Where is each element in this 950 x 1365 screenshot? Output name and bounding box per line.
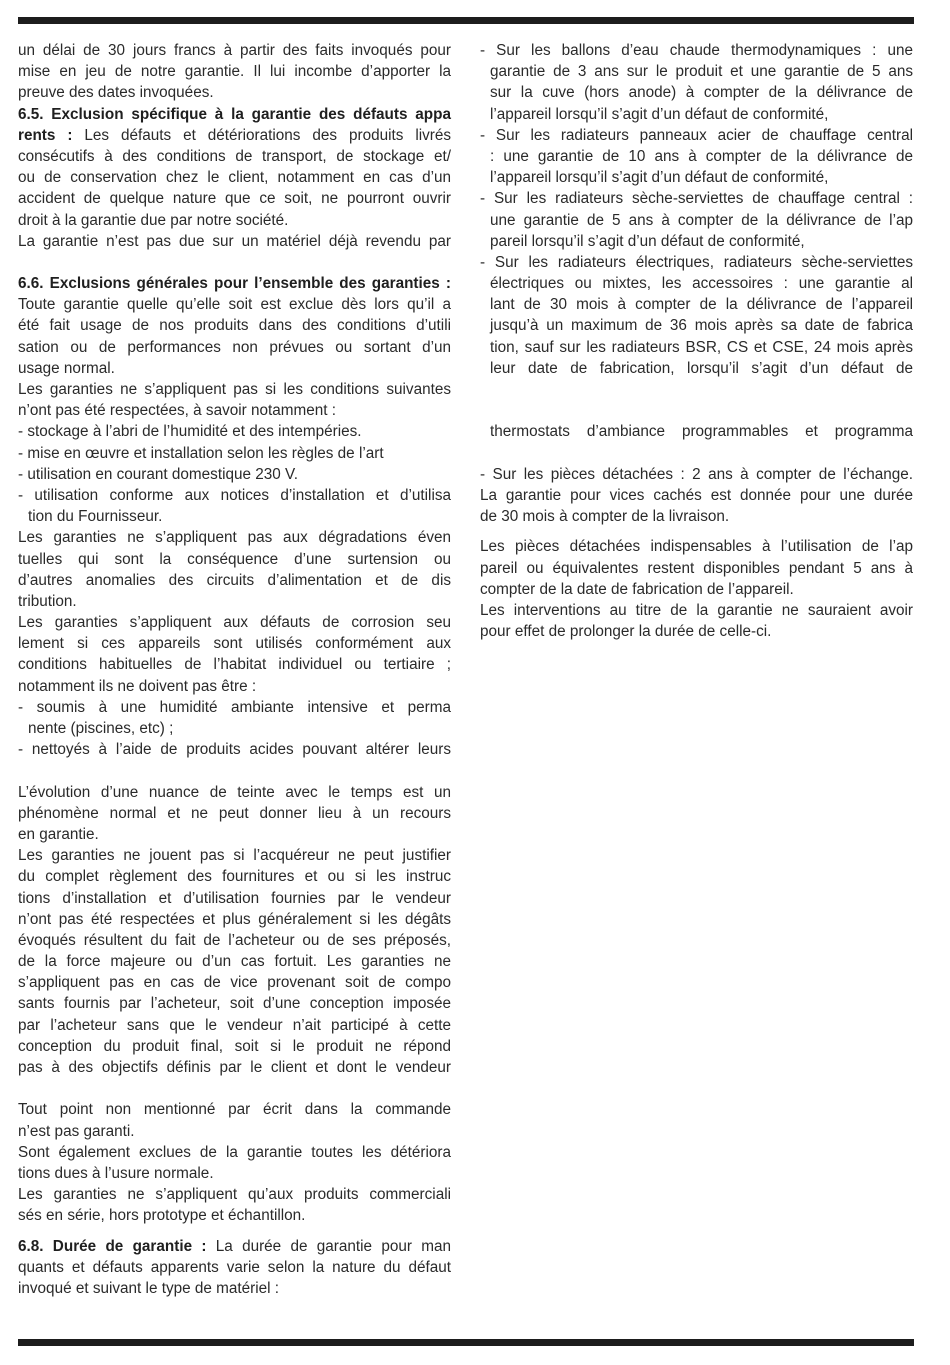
text-line: Sont également exclues de la garantie toutes les détériora bbox=[18, 1143, 451, 1161]
spacer bbox=[480, 379, 913, 400]
list-item: - Sur les radiateurs sèche-serviettes de chauffage central : bbox=[480, 190, 913, 208]
list-item-continuation: tion, sauf sur les radiateurs BSR, CS et CSE, 24 mois après bbox=[490, 338, 913, 356]
text-line: n’ont pas été respectées, à savoir notamment : bbox=[18, 402, 337, 420]
list-item: - utilisation conforme aux notices d’installation et d’utilisa bbox=[18, 486, 451, 504]
text-line: quants et défauts apparents varie selon la nature du défaut bbox=[18, 1258, 451, 1276]
list-item-continuation: électriques ou mixtes, les accessoires : une garantie al bbox=[490, 275, 913, 293]
text-line: évoqués résultent du fait de l’acheteur ou de ses préposés, bbox=[18, 931, 451, 949]
text-line: tions d’installation et d’utilisation fournies par le vendeur bbox=[18, 889, 451, 907]
list-item-continuation: nente (piscines, etc) ; bbox=[28, 720, 174, 737]
list-item: - stockage à l’abri de l’humidité et des intempéries. bbox=[18, 423, 362, 441]
list-item: - Sur les radiateurs électriques, radiateurs sèche-serviettes bbox=[480, 253, 913, 271]
text-line: lement si ces appareils sont utilisés conformément aux bbox=[18, 635, 451, 653]
text-line: de la force majeure ou d’un cas fortuit. Les garanties ne bbox=[18, 953, 451, 971]
text-line: conception du produit final, soit si le produit ne répond bbox=[18, 1037, 451, 1055]
spacer bbox=[480, 400, 913, 421]
list-item-continuation: tion du Fournisseur. bbox=[28, 508, 163, 526]
text-line: tions dues à l’usure normale. bbox=[18, 1164, 214, 1182]
text-line: n’ont pas été respectées et plus généralement si les dégâts bbox=[18, 910, 451, 928]
text-line: sants fournis par l’acheteur, soit d’une conception imposée bbox=[18, 995, 451, 1013]
text-line: preuve des dates invoquées. bbox=[18, 84, 214, 102]
spacer bbox=[18, 1078, 451, 1099]
text-line: droit à la garantie due par notre société. bbox=[18, 211, 289, 229]
text-line: tuelles qui sont la conséquence d’une surtension ou bbox=[18, 550, 451, 568]
list-item: - nettoyés à l’aide de produits acides pouvant altérer leurs bbox=[18, 741, 451, 759]
spacer bbox=[18, 760, 451, 781]
text-line: pour effet de prolonger la durée de celle-ci. bbox=[480, 623, 772, 641]
list-item: - soumis à une humidité ambiante intensive et perma bbox=[18, 698, 451, 716]
text-line: pas à des objectifs définis par le client et dont le vendeur bbox=[18, 1059, 451, 1076]
text-line: accident de quelque nature que ce soit, ne pourront ouvrir bbox=[18, 190, 451, 208]
spacer bbox=[480, 527, 913, 536]
text-line: conditions habituelles de l’habitat individuel ou tertiaire ; bbox=[18, 656, 451, 674]
text-line: Toute garantie quelle qu’elle soit est exclue dès lors qu’il a bbox=[18, 296, 451, 314]
text-line: s’appliquent pas en cas de vice provenant soit de compo bbox=[18, 974, 451, 992]
list-item: - utilisation en courant domestique 230 V. bbox=[18, 465, 299, 483]
text-line: invoqué et suivant le type de matériel : bbox=[18, 1279, 280, 1297]
text-line: Les garanties ne jouent pas si l’acquéreur ne peut justifier bbox=[18, 847, 451, 865]
list-item-continuation: leur date de fabrication, lorsqu’il s’agit d’un défaut de bbox=[490, 359, 913, 377]
text-line: usage normal. bbox=[18, 359, 115, 377]
text-line: d’autres anomalies des circuits d’alimentation et de dis bbox=[18, 571, 451, 589]
right-column bbox=[480, 40, 913, 642]
text-line: Les pièces détachées indispensables à l’utilisation de l’ap bbox=[480, 538, 913, 556]
spacer bbox=[18, 252, 451, 273]
list-item-continuation: l’appareil lorsqu’il s’agit d’un défaut de conformité, bbox=[490, 105, 829, 123]
text-line: en garantie. bbox=[18, 825, 99, 843]
text-line: sation ou de performances non prévues ou sortant d’un bbox=[18, 338, 451, 356]
list-item-continuation: : une garantie de 10 ans à compter de la délivrance de bbox=[490, 147, 913, 165]
text-line: Les garanties ne s’appliquent pas aux dégradations éven bbox=[18, 529, 451, 547]
list-item-continuation: une garantie de 5 ans à compter de la délivrance de l’ap bbox=[490, 211, 913, 229]
list-item: - Sur les radiateurs panneaux acier de chauffage central bbox=[480, 126, 913, 144]
text-line: par l’acheteur sans que le vendeur n’ait participé à cette bbox=[18, 1016, 451, 1034]
text-line: compter de la date de fabrication de l’appareil. bbox=[480, 580, 794, 598]
text-line: tribution. bbox=[18, 592, 77, 610]
text-line: sés en série, hors prototype et échantillon. bbox=[18, 1207, 306, 1225]
text-line: Les garanties s’appliquent aux défauts de corrosion seu bbox=[18, 614, 451, 632]
list-item-continuation: garantie de 3 ans sur le produit et une garantie de 5 ans bbox=[490, 63, 913, 81]
spacer bbox=[18, 1227, 451, 1236]
text-line: Les garanties ne s’appliquent pas si les conditions suivantes bbox=[18, 381, 451, 398]
list-item-continuation: thermostats d’ambiance programmables et programma bbox=[490, 423, 913, 441]
section-6-8-heading: 6.8. Durée de garantie : La durée de garantie pour man bbox=[18, 1237, 452, 1255]
list-item: - Sur les pièces détachées : 2 ans à compter de l’échange. bbox=[480, 465, 913, 483]
list-item-continuation: sur la cuve (hors anode) à compter de la délivrance de bbox=[490, 84, 913, 102]
text-line: Les interventions au titre de la garantie ne sauraient avoir bbox=[480, 601, 913, 619]
section-6-5-heading: 6.5. Exclusion spécifique à la garantie des défauts appa bbox=[18, 105, 451, 123]
text-line: ou de conservation chez le client, notamment en cas d’un bbox=[18, 169, 451, 187]
text-line: un délai de 30 jours francs à partir des faits invoqués pour bbox=[18, 42, 451, 59]
list-item: - Sur les ballons d’eau chaude thermodynamiques : une bbox=[480, 42, 913, 59]
text-line: Les garanties ne s’appliquent qu’aux produits commerciali bbox=[18, 1186, 451, 1204]
text-line: rents : Les défauts et détériorations des produits livrés bbox=[18, 126, 452, 144]
list-item-continuation: pareil lorsqu’il s’agit d’un défaut de conformité, bbox=[490, 232, 805, 250]
top-rule bbox=[18, 17, 914, 24]
text-line: n’est pas garanti. bbox=[18, 1122, 135, 1140]
text-line: pareil ou équivalentes restent disponibles pendant 5 ans à bbox=[480, 559, 913, 577]
text-line: phénomène normal et ne peut donner lieu à un recours bbox=[18, 804, 451, 822]
text-line: La garantie n’est pas due sur un matériel déjà revendu par bbox=[18, 232, 451, 250]
text-line: du complet règlement des fournitures et ou si les instruc bbox=[18, 868, 451, 886]
left-column bbox=[18, 40, 451, 1299]
list-item-continuation: jusqu’à un maximum de 36 mois après sa date de fabrica bbox=[490, 317, 913, 335]
text-line: consécutifs à des conditions de transport, de stockage et/ bbox=[18, 147, 451, 165]
list-item: - mise en œuvre et installation selon les règles de l’art bbox=[18, 444, 384, 462]
text-line: mise en jeu de notre garantie. Il lui incombe d’apporter la bbox=[18, 63, 451, 81]
text-line: La garantie pour vices cachés est donnée pour une durée bbox=[480, 486, 913, 504]
list-item-continuation: l’appareil lorsqu’il s’agit d’un défaut de conformité, bbox=[490, 169, 829, 187]
text-line: de 30 mois à compter de la livraison. bbox=[480, 508, 730, 526]
list-item-continuation: lant de 30 mois à compter de la délivrance de l’appareil bbox=[490, 296, 913, 314]
text-line: notamment ils ne doivent pas être : bbox=[18, 677, 257, 695]
text-line: Tout point non mentionné par écrit dans la commande bbox=[18, 1101, 451, 1119]
section-6-6-heading: 6.6. Exclusions générales pour l’ensemble des garanties : bbox=[18, 275, 451, 293]
text-line: été fait usage de nos produits dans des conditions d’utili bbox=[18, 317, 451, 335]
bottom-rule bbox=[18, 1339, 914, 1346]
text-line: L’évolution d’une nuance de teinte avec le temps est un bbox=[18, 783, 451, 801]
spacer bbox=[480, 443, 913, 464]
